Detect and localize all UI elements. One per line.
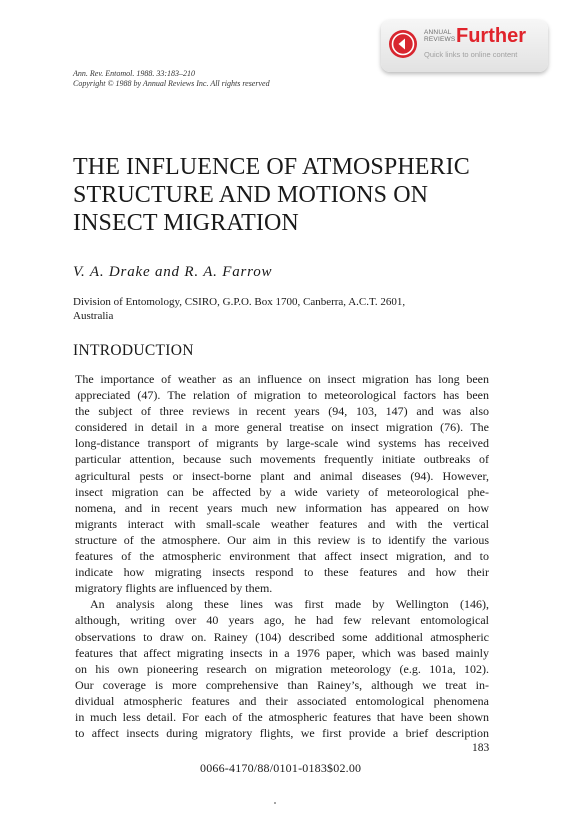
article-authors: V. A. Drake and R. A. Farrow bbox=[73, 264, 273, 280]
body-line: The importance of weather as an influence on insect migration has long been bbox=[75, 372, 489, 386]
body-line: migratory flights are influenced by them. bbox=[75, 581, 273, 596]
title-line: INSECT MIGRATION bbox=[73, 210, 299, 236]
body-line: features that affect migrating insects in a 1976 paper, which was based mainly bbox=[75, 645, 489, 660]
body-line: particular attention, because such movements frequently initiate outbreaks of bbox=[75, 452, 489, 467]
body-line: long-distance transport of migrants by large-scale wind systems has received bbox=[75, 436, 489, 451]
journal-copyright: Copyright © 1988 by Annual Reviews Inc. All rights reserved bbox=[73, 79, 270, 88]
author-affiliation bbox=[73, 295, 503, 323]
body-line: the subject of three reviews in recent years (94, 103, 147) and was also bbox=[75, 404, 489, 419]
section-body bbox=[75, 371, 489, 741]
section-heading: INTRODUCTION bbox=[73, 342, 194, 359]
body-line: appreciated (47). The relation of migration to meteorological factors has been bbox=[75, 388, 489, 403]
body-line: indicate how migrating insects respond to these features and how their bbox=[75, 565, 489, 580]
journal-citation: Ann. Rev. Entomol. 1988. 33:183–210 bbox=[73, 69, 196, 78]
play-arrow-icon[interactable] bbox=[389, 30, 417, 58]
article-title bbox=[73, 153, 513, 237]
body-line: structure of the atmosphere. Our aim in this review is to identify the various bbox=[75, 532, 489, 547]
page-number: 183 bbox=[472, 742, 490, 754]
title-line: STRUCTURE AND MOTIONS ON bbox=[73, 182, 429, 208]
body-line: nomena, and in recent years much new information has appeared on how bbox=[75, 500, 489, 515]
body-line: Our coverage is more comprehensive than Rainey’s, although we treat in- bbox=[75, 677, 489, 692]
footer-code: 0066-4170/88/0101-0183$02.00 bbox=[200, 761, 362, 775]
banner-further-label: Further bbox=[456, 25, 526, 47]
body-line: An analysis along these lines was first made by Wellington (146), bbox=[90, 597, 489, 612]
body-line: although, writing over 40 years ago, he had few relevant entomological bbox=[75, 613, 489, 628]
annual-reviews-further-banner[interactable] bbox=[381, 20, 548, 72]
scan-speck bbox=[274, 802, 276, 804]
banner-tagline: Quick links to online content bbox=[424, 50, 518, 59]
banner-small-line2: REVIEWS bbox=[424, 36, 456, 43]
annual-reviews-logo-text bbox=[424, 29, 455, 43]
journal-header bbox=[73, 69, 270, 89]
body-line: dividual atmospheric features and their associated entomological phenomena bbox=[75, 693, 489, 708]
body-line: insect migration can be affected by a wide variety of meteorological phe- bbox=[75, 484, 489, 499]
affiliation-line: Australia bbox=[73, 310, 114, 322]
title-line: THE INFLUENCE OF ATMOSPHERIC bbox=[73, 154, 470, 180]
body-line: migrants interact with small-scale weather features and with the vertical bbox=[75, 516, 489, 531]
body-line: in much less detail. For each of the atmospheric features that have been shown bbox=[75, 709, 489, 724]
body-line: agricultural pests or insect-borne plant and animal diseases (94). However, bbox=[75, 468, 489, 483]
body-line: observations to draw on. Rainey (104) described some additional atmospheric bbox=[75, 629, 489, 644]
body-line: considered in detail in a more general treatise on insect migration (76). The bbox=[75, 420, 489, 435]
affiliation-line: Division of Entomology, CSIRO, G.P.O. Box 1700, Canberra, A.C.T. 2601, bbox=[73, 296, 406, 308]
body-line: features of the atmospheric environment that affect insect migration, and to bbox=[75, 549, 489, 564]
body-line: on his own pioneering research on migration meteorology (e.g. 101a, 102). bbox=[75, 661, 489, 676]
banner-small-line1: ANNUAL bbox=[424, 29, 452, 36]
body-line: to affect insects during migratory flights, we first provide a brief description bbox=[75, 726, 489, 741]
